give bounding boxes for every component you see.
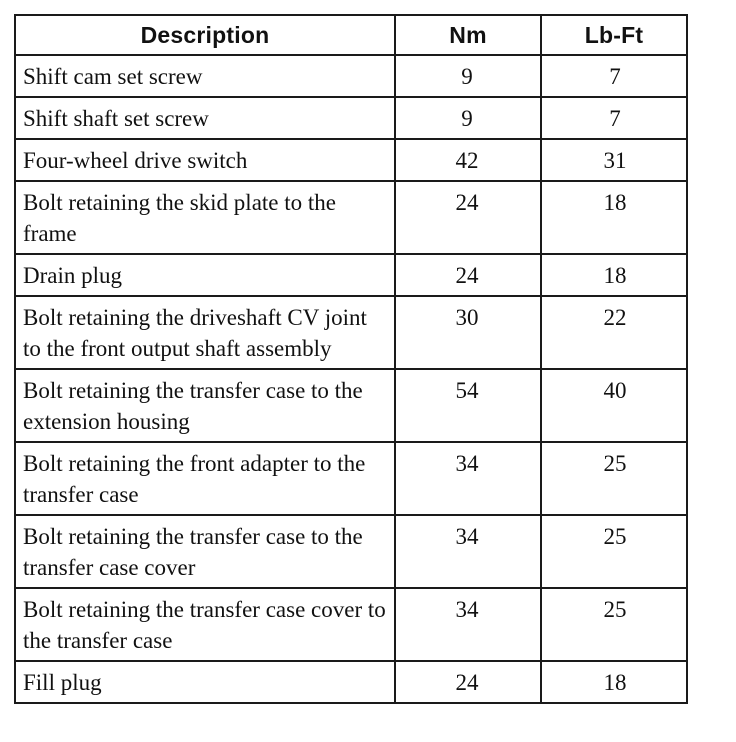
cell-nm: 9	[395, 55, 541, 97]
table-row	[15, 442, 687, 515]
cell-description: Bolt retaining the driveshaft CV joint to the front output shaft assembly	[15, 296, 395, 369]
cell-description: Fill plug	[15, 661, 395, 703]
cell-lbft: 31	[541, 139, 687, 181]
header-nm: Nm	[395, 15, 541, 55]
table-row	[15, 55, 687, 97]
cell-nm: 54	[395, 369, 541, 442]
cell-lbft: 18	[541, 181, 687, 254]
header-row	[15, 15, 687, 55]
cell-description: Shift shaft set screw	[15, 97, 395, 139]
table-row	[15, 139, 687, 181]
cell-nm: 34	[395, 442, 541, 515]
header-description: Description	[15, 15, 395, 55]
cell-description: Bolt retaining the transfer case cover to the transfer case	[15, 588, 395, 661]
cell-description: Shift cam set screw	[15, 55, 395, 97]
table-row	[15, 588, 687, 661]
cell-nm: 24	[395, 661, 541, 703]
torque-spec-table	[14, 14, 688, 704]
cell-lbft: 25	[541, 515, 687, 588]
cell-description: Bolt retaining the skid plate to the frame	[15, 181, 395, 254]
table-row	[15, 254, 687, 296]
cell-nm: 9	[395, 97, 541, 139]
table-row	[15, 515, 687, 588]
cell-lbft: 40	[541, 369, 687, 442]
cell-nm: 42	[395, 139, 541, 181]
cell-nm: 24	[395, 181, 541, 254]
table-row	[15, 296, 687, 369]
table-row	[15, 97, 687, 139]
table-body	[15, 55, 687, 703]
cell-lbft: 7	[541, 55, 687, 97]
cell-nm: 34	[395, 588, 541, 661]
cell-lbft: 25	[541, 588, 687, 661]
cell-description: Bolt retaining the transfer case to the transfer case cover	[15, 515, 395, 588]
table-row	[15, 369, 687, 442]
cell-lbft: 22	[541, 296, 687, 369]
table-header	[15, 15, 687, 55]
table-row	[15, 661, 687, 703]
cell-nm: 24	[395, 254, 541, 296]
cell-lbft: 25	[541, 442, 687, 515]
cell-description: Bolt retaining the front adapter to the transfer case	[15, 442, 395, 515]
cell-lbft: 18	[541, 661, 687, 703]
table-row	[15, 181, 687, 254]
cell-lbft: 18	[541, 254, 687, 296]
cell-lbft: 7	[541, 97, 687, 139]
cell-description: Four-wheel drive switch	[15, 139, 395, 181]
cell-nm: 34	[395, 515, 541, 588]
cell-nm: 30	[395, 296, 541, 369]
cell-description: Drain plug	[15, 254, 395, 296]
cell-description: Bolt retaining the transfer case to the extension housing	[15, 369, 395, 442]
header-lbft: Lb-Ft	[541, 15, 687, 55]
